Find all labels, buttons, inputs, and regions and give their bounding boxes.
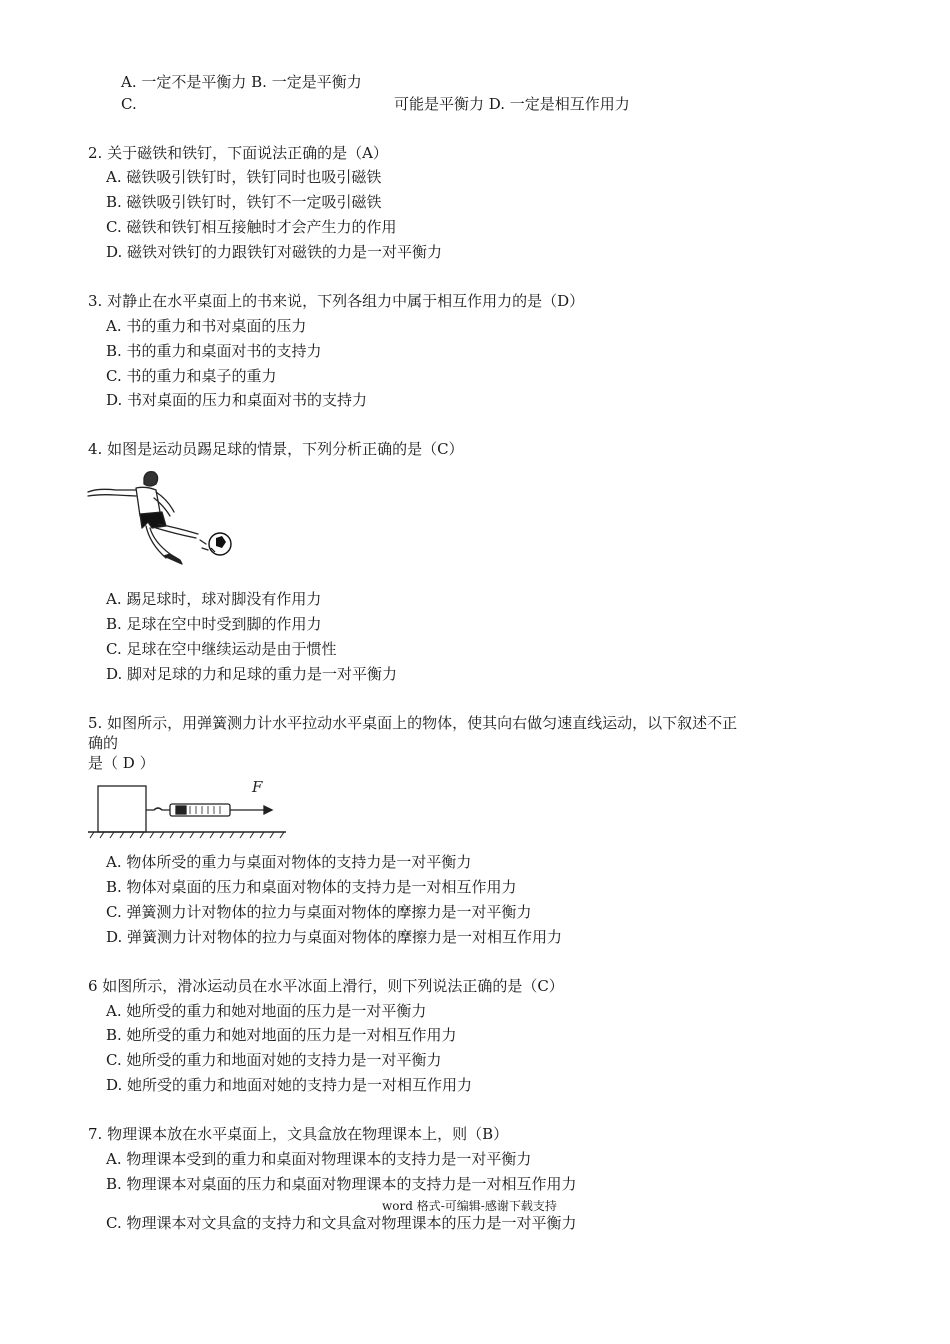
q5-stem-line-3: 是（ D ） xyxy=(88,754,155,772)
page-footer: word 格式-可编辑-感谢下载支持 xyxy=(382,1199,557,1213)
q7-option-c: C. 物理课本对文具盒的支持力和文具盒对物理课本的压力是一对平衡力 xyxy=(106,1214,577,1232)
q3-option-d: D. 书对桌面的压力和桌面对书的支持力 xyxy=(106,391,368,409)
q5-stem-line-1: 5. 如图所示，用弹簧测力计水平拉动水平桌面上的物体，使其向右做匀速直线运动，以下叙述不正 xyxy=(88,714,738,732)
q4-option-c: C. 足球在空中继续运动是由于惯性 xyxy=(106,640,337,658)
q2-option-a: A. 磁铁吸引铁钉时，铁钉同时也吸引磁铁 xyxy=(106,168,382,186)
q3-option-c: C. 书的重力和桌子的重力 xyxy=(106,367,277,385)
spring-scale-figure xyxy=(86,774,290,840)
q3-stem: 3. 对静止在水平桌面上的书来说，下列各组力中属于相互作用力的是（D） xyxy=(88,292,585,310)
q1-option-c-label: C. xyxy=(121,95,137,113)
q5-stem-line-2: 确的 xyxy=(88,734,119,752)
q1-options-line-2: 可能是平衡力 D. 一定是相互作用力 xyxy=(394,95,630,113)
q3-option-b: B. 书的重力和桌面对书的支持力 xyxy=(106,342,322,360)
q6-option-d: D. 她所受的重力和地面对她的支持力是一对相互作用力 xyxy=(106,1076,473,1094)
q4-option-d: D. 脚对足球的力和足球的重力是一对平衡力 xyxy=(106,665,398,683)
q7-stem: 7. 物理课本放在水平桌面上，文具盒放在物理课本上，则（B） xyxy=(88,1125,509,1143)
q5-option-c: C. 弹簧测力计对物体的拉力与桌面对物体的摩擦力是一对平衡力 xyxy=(106,903,532,921)
q6-stem: 6 如图所示，滑冰运动员在水平冰面上滑行，则下列说法正确的是（C） xyxy=(88,977,564,995)
q7-option-b: B. 物理课本对桌面的压力和桌面对物理课本的支持力是一对相互作用力 xyxy=(106,1175,577,1193)
q6-option-a: A. 她所受的重力和她对地面的压力是一对平衡力 xyxy=(106,1002,427,1020)
q6-option-c: C. 她所受的重力和地面对她的支持力是一对平衡力 xyxy=(106,1051,442,1069)
q2-option-d: D. 磁铁对铁钉的力跟铁钉对磁铁的力是一对平衡力 xyxy=(106,243,443,261)
q4-stem: 4. 如图是运动员踢足球的情景，下列分析正确的是（C） xyxy=(88,440,464,458)
q7-option-a: A. 物理课本受到的重力和桌面对物理课本的支持力是一对平衡力 xyxy=(106,1150,532,1168)
q2-stem: 2. 关于磁铁和铁钉，下面说法正确的是（A） xyxy=(88,144,388,162)
q4-option-b: B. 足球在空中时受到脚的作用力 xyxy=(106,615,322,633)
q2-option-c: C. 磁铁和铁钉相互接触时才会产生力的作用 xyxy=(106,218,397,236)
q2-option-b: B. 磁铁吸引铁钉时，铁钉不一定吸引磁铁 xyxy=(106,193,382,211)
force-label-f: F xyxy=(252,778,263,796)
q1-options-line-1: A. 一定不是平衡力 B. 一定是平衡力 xyxy=(121,73,362,91)
q5-option-d: D. 弹簧测力计对物体的拉力与桌面对物体的摩擦力是一对相互作用力 xyxy=(106,928,563,946)
q3-option-a: A. 书的重力和书对桌面的压力 xyxy=(106,317,307,335)
football-player-figure xyxy=(86,468,236,580)
q5-option-b: B. 物体对桌面的压力和桌面对物体的支持力是一对相互作用力 xyxy=(106,878,517,896)
q5-option-a: A. 物体所受的重力与桌面对物体的支持力是一对平衡力 xyxy=(106,853,472,871)
q6-option-b: B. 她所受的重力和她对地面的压力是一对相互作用力 xyxy=(106,1026,457,1044)
q4-option-a: A. 踢足球时，球对脚没有作用力 xyxy=(106,590,322,608)
